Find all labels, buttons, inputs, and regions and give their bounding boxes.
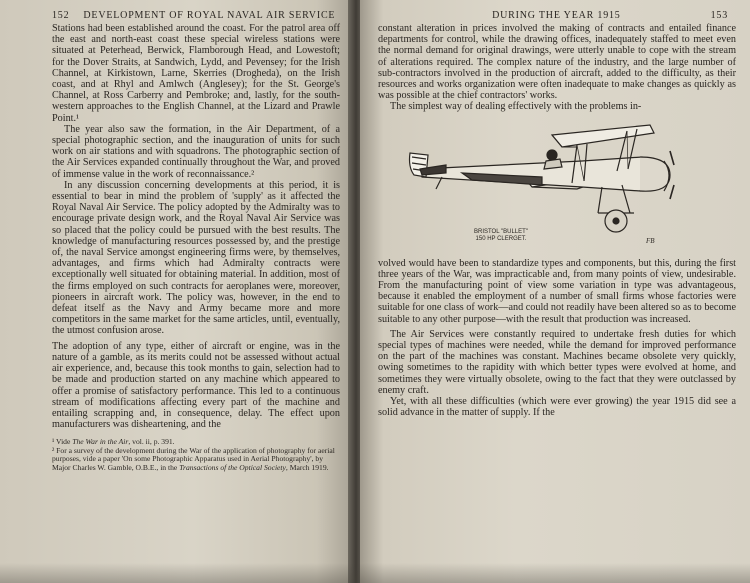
footnotes — [52, 438, 340, 472]
footnote-2-text: ² For a survey of the development during the War of the application of photography for aerial purposes, vide a paper 'On some Photographic Apparatus used in Aerial Photography', by Major Charles W. Gamble, O.B.E., in the — [52, 445, 335, 472]
left-page-body — [52, 23, 340, 430]
biplane-drawing — [402, 117, 702, 255]
right-page-body-top — [378, 23, 736, 113]
figure-caption — [474, 229, 528, 243]
left-running-head: DEVELOPMENT OF ROYAL NAVAL AIR SERVICE — [83, 10, 336, 21]
right-page-header — [378, 10, 736, 21]
right-paragraph-5: Yet, with all these difficulties (which were ever growing) the year 1915 did see a solid advance in the matter of supply. If the — [378, 396, 736, 419]
footnote-1-ref: , vol. ii, p. 391. — [128, 437, 175, 447]
right-paragraph-3: volved would have been to standardize types and components, but this, during the first three years of the War, was impracticable and, from many points of view, undesirable. From the manufacturing point of view some variation in type was advantageous, because it enabled the employment of a number of small firms whose factories were suitable for one class of work—and could not readily have been altered so as to become suitable to any other purpose—with the result that production was increased. — [378, 257, 736, 325]
footnote-2-title: Transactions of the Optical Society — [179, 462, 286, 472]
right-paragraph-1: constant alteration in prices involved the making of contracts and entailed finance departments for control, while the drawing offices, inadequately staffed to meet even the normal demand for original drawings, were utterly unable to cope with the stream of alterations required. The complex nature of the industry, and the large number of sub-contractors involved in the production of aircraft, added to the difficulty, as their resources and works organization were often inadequate to make changes as quickly as was possible at the chief contractors' works. — [378, 23, 736, 102]
left-page — [0, 0, 352, 583]
left-paragraph-2: The year also saw the formation, in the Air Department, of a special photographic section, and the inauguration of units for such work on air stations and with squadrons. The photographic section of the Air Services expanded continually throughout the War, and proved of immense value in the work of reconnaissance.² — [52, 123, 340, 180]
footnote-2 — [52, 447, 340, 472]
figure-caption-title: BRISTOL "BULLET" — [474, 228, 528, 235]
aircraft-illustration — [378, 117, 736, 255]
left-paragraph-3: In any discussion concerning developments at this period, it is essential to bear in mind the problem of 'supply' as it affected the Royal Naval Air Service. The policy adopted by the Admiralty was to encourage private design work, and the Royal Naval Air Service was so placed that the policy could be pursued with the best results. The knowledge of manufacturing resources possessed by, and the prestige of, the naval Service amongst engineering firms were, by themselves, advantages, and firms which had Admiralty contracts were exceptionally well situated for obtaining material. In addition, most of the firms employed on such contracts for aeroplanes were, moreover, pioneers in aircraft work. The policy was, however, in the end to defeat itself as the Navy and Army became more and more competitors in the same market for the same articles, until, eventually, the utmost confusion arose. — [52, 179, 340, 337]
right-paragraph-2: The simplest way of dealing effectively with the problems in- — [390, 101, 642, 113]
artist-mark: FB — [646, 236, 655, 245]
right-page — [360, 0, 750, 583]
footnote-1-text: ¹ Vide — [52, 437, 73, 447]
footnote-1-title: The War in the Air — [72, 437, 129, 447]
figure-caption-engine: 150 HP CLERGET. — [475, 235, 527, 242]
footnote-2-ref: , March 1919. — [285, 462, 329, 472]
right-running-head: DURING THE YEAR 1915 — [492, 10, 621, 21]
right-paragraph-4: The Air Services were constantly required to undertake fresh duties for which special types of machines were needed, while the demand for improved performance on the part of the machines was constant. Machines became obsolete very quickly, owing sometimes to the rapidity with which better types were evolved at home, and sometimes they were virtually obsolete, owing to the fact that they were outclassed by enemy craft. — [378, 328, 736, 396]
left-page-number: 152 — [52, 10, 70, 21]
left-page-header — [52, 10, 340, 21]
book-bottom-edge — [0, 563, 750, 583]
right-page-number: 153 — [710, 10, 728, 21]
left-paragraph-4: The adoption of any type, either of aircraft or engine, was in the nature of a gamble, as its merits could not be assessed without actual air experience, and, because this took months to gain, selection had to be made and production started on any machine which appeared to offer a promise of satisfactory performance. This led to a continuous stream of modifications affecting every part of the machine and entailing scrapping and, in consequence, delay. The effect upon manufacturers was disheartening, and the — [52, 340, 340, 431]
left-paragraph-1: Stations had been established around the coast. For the patrol area off the east and north-east coast these special wireless stations were situated at Peterhead, Berwick, Flamborough Head, and Lowestoft; for the Dover Straits, at Sandwich, Lydd, and Pevensey; for the Irish Channel, at Kirkistown, Larne, Skerries (Drogheda), on the Irish coast, and at Rhyl and Amlwch (Anglesey); for the St. George's Channel, at Ross Carberry and Pembroke; and, lastly, for the south-western approaches to the English Channel, at the Lizard and Prawle Point.¹ — [52, 23, 340, 124]
right-page-body-bottom — [378, 258, 736, 419]
